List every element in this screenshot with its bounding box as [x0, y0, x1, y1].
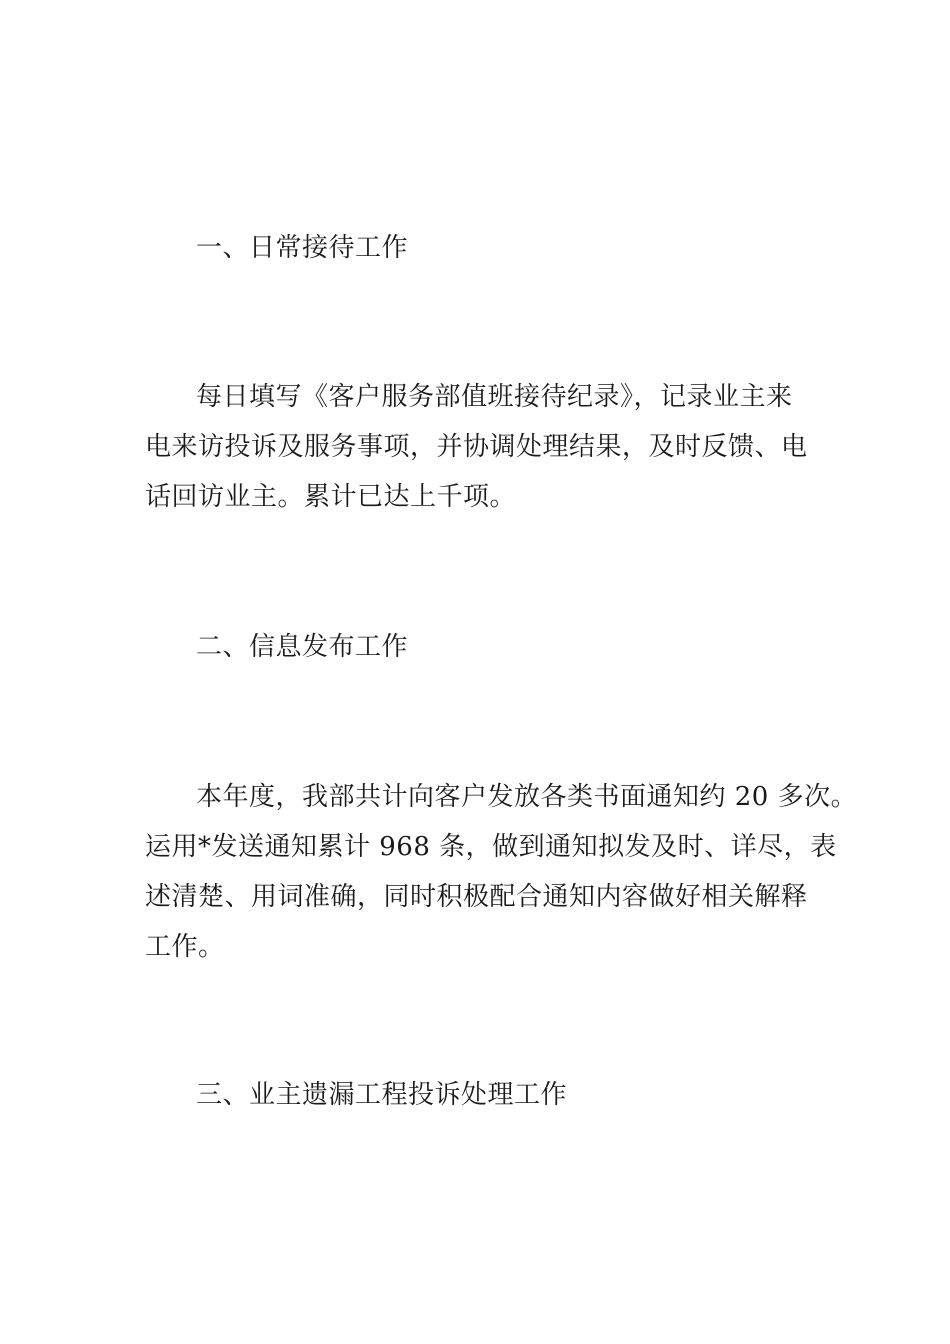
section-1-paragraph [145, 372, 845, 522]
paragraph-line: 本年度，我部共计向客户发放各类书面通知约 20 多次。 [196, 782, 858, 812]
section-1-heading: 一、日常接待工作 [196, 233, 409, 263]
paragraph-line: 运用*发送通知累计 968 条，做到通知拟发及时、详尽，表 [145, 832, 837, 862]
paragraph-line: 每日填写《客户服务部值班接待纪录》，记录业主来 [196, 382, 793, 412]
paragraph-line: 工作。 [145, 932, 225, 962]
section-2-heading: 二、信息发布工作 [196, 632, 409, 662]
section-3-heading: 三、业主遗漏工程投诉处理工作 [196, 1080, 568, 1110]
paragraph-line: 电来访投诉及服务事项，并协调处理结果，及时反馈、电 [145, 432, 808, 462]
paragraph-line: 话回访业主。累计已达上千项。 [145, 482, 517, 512]
paragraph-line: 述清楚、用词准确，同时积极配合通知内容做好相关解释 [145, 882, 808, 912]
section-2-paragraph [145, 772, 858, 972]
